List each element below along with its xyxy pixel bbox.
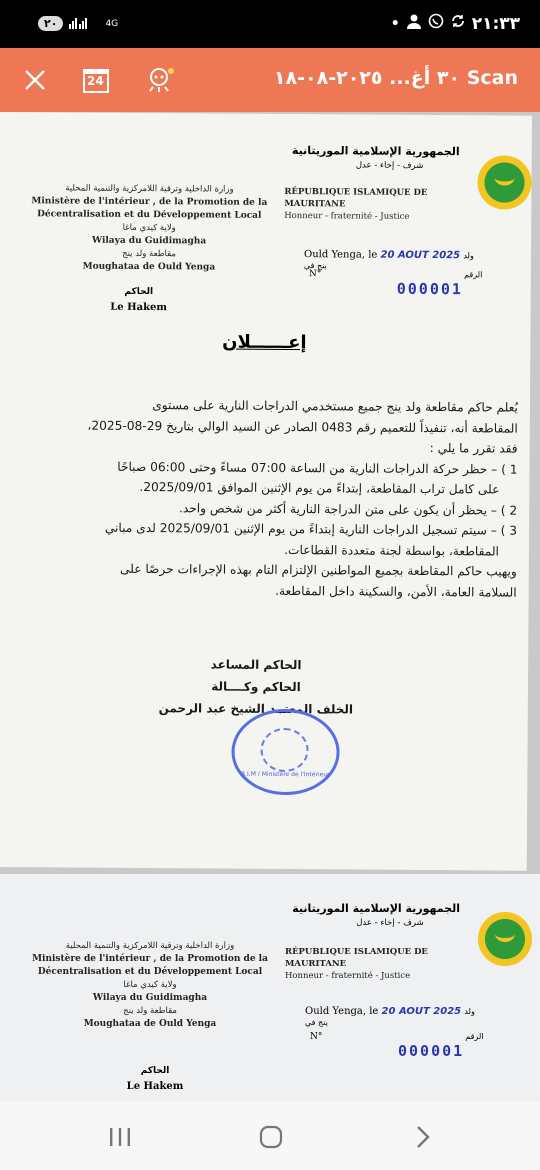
page2-ministry-french-2: Décentralisation et du Développement Local — [37, 967, 263, 977]
sync-icon — [450, 13, 466, 34]
ministry-block — [19, 182, 280, 275]
status-left — [38, 15, 118, 32]
number-label-ar: الرقم — [464, 270, 483, 280]
page2-moughataa-arabic: مقاطعة ولد ينج — [123, 1006, 177, 1016]
page2-place-arabic: ولد ينج في — [305, 1007, 475, 1027]
page2-place-french: Ould Yenga, le — [305, 1006, 379, 1017]
item-1-line-2: على كامل تراب المقاطعة، إبتداءً من يوم الإثنين الموافق 2025/09/01. — [139, 479, 500, 497]
document-viewer[interactable] — [0, 112, 540, 1102]
signature-block — [156, 653, 356, 720]
signature-name: الخلف المعتمد الشيخ عبد الرحمن — [158, 701, 354, 717]
place-french: Ould Yenga, le — [303, 249, 378, 261]
viewer-toolbar — [0, 48, 540, 112]
page2-republic-french-block — [285, 946, 455, 982]
back-chevron-icon[interactable] — [403, 1122, 443, 1152]
place-arabic: ولد ينج في — [303, 251, 474, 271]
page2-wilaya-french: Wilaya du Guidimagha — [92, 993, 208, 1003]
page2-emblem-icon — [478, 912, 532, 966]
status-right — [391, 13, 520, 34]
signal-icon — [69, 15, 99, 32]
republic-french-2: MAURITANE — [284, 198, 346, 210]
ai-assistant-icon[interactable] — [142, 62, 178, 98]
mauritania-emblem-icon — [477, 155, 531, 209]
intro-line-3: فقد تقرر ما يلي : — [429, 441, 518, 456]
recent-apps-icon[interactable] — [100, 1122, 140, 1152]
reference-number: 000001 — [396, 279, 464, 299]
wilaya-arabic: ولاية كيدي ماغا — [122, 222, 176, 234]
page2-wilaya-arabic: ولاية كيدي ماغا — [123, 980, 177, 990]
announcement-title-text: إعــــــلان — [222, 331, 307, 354]
page2-number-line — [310, 1032, 483, 1042]
page2-ministry-block — [20, 940, 280, 1031]
page2-motto-arabic: شرف - إخاء - عدل — [356, 918, 424, 928]
document-page-2 — [0, 874, 540, 1102]
number-label-fr: N° — [308, 269, 322, 280]
motto-french: Honneur - fraternité - Justice — [284, 210, 410, 222]
announcement-title — [0, 330, 530, 355]
notification-dot-icon: • — [390, 15, 400, 32]
document-page-1 — [0, 112, 532, 871]
seal-inner-ring — [260, 728, 308, 772]
intro-line-1: يُعلم حاكم مقاطعة ولد ينج جميع مستخدمي الدراجات النارية على مستوى — [152, 398, 518, 415]
page2-reference-number: 000001 — [398, 1042, 465, 1060]
page2-republic-french-1: RÉPUBLIQUE ISLAMIQUE DE — [285, 947, 428, 957]
intro-line-2: المقاطعة أنه، تنفيذاً للتعميم رقم 0483 الصادر عن السيد الوالي بتاريخ 29-08-2025، — [87, 418, 518, 436]
page2-republic-arabic: الجمهورية الإسلامية الموريتانية — [292, 902, 460, 915]
republic-french-1: RÉPUBLIQUE ISLAMIQUE DE — [284, 186, 428, 198]
battery-indicator: ٢٠ — [38, 16, 63, 31]
signature-title-1: الحاكم المساعد — [210, 657, 302, 673]
number-line — [309, 269, 483, 280]
seal-text: R.I.M / Ministère de l'Intérieur — [241, 770, 330, 779]
ministry-french-1: Ministère de l'intérieur , de la Promotion de la — [31, 196, 268, 208]
document-title: ٣٠ أغ... ٢٠٢٥-٠٨-١٨ Scan — [273, 67, 518, 89]
item-3-line-1: 3 ) – سيتم تسجيل الدراجات النارية إبتداءً من يوم الإثنين 2025/09/01 لدى مباني — [104, 520, 518, 538]
whatsapp-icon — [428, 13, 444, 34]
page2-place-date-line — [305, 1006, 485, 1028]
closing-line-2: السلامة العامة، الأمن، والسكينة داخل المقاطعة. — [275, 583, 517, 600]
ministry-arabic: وزارة الداخلية وترقية اللامركزية والتنمية المحلية — [65, 183, 234, 195]
republic-arabic: الجمهورية الإسلامية الموريتانية — [291, 144, 460, 159]
person-icon — [406, 13, 422, 34]
motto-arabic: شرف - إخاء - عدل — [355, 160, 424, 171]
page2-hakem-french: Le Hakem — [126, 1081, 184, 1092]
item-1-line-1: 1 ) – حظر حركة الدراجات النارية من الساعة 07:00 مساءً وحتى 06:00 صباحًا — [117, 459, 518, 477]
signature-title-2: الحاكم وكــــالة — [211, 679, 301, 695]
date-stamp: 20 AOUT 2025 — [380, 249, 461, 262]
page2-number-label-ar: الرقم — [465, 1032, 484, 1041]
hakem-arabic: الحاكم — [124, 286, 154, 298]
page2-ministry-french-1: Ministère de l'intérieur , de la Promotion de la — [32, 954, 268, 964]
moughataa-french: Moughataa de Ould Yenga — [82, 261, 216, 273]
page2-number-label-fr: N° — [310, 1032, 323, 1042]
status-bar — [0, 0, 540, 48]
item-2: 2 ) – يحظر أن يكون على متن الدراجة النارية أكثر من شخص واحد. — [178, 500, 518, 518]
system-navigation-bar — [0, 1102, 540, 1170]
page2-hakem-arabic: الحاكم — [140, 1066, 170, 1076]
item-3-line-2: المقاطعة، بواسطة لجنة متعددة القطاعات. — [284, 542, 499, 558]
wilaya-french: Wilaya du Guidimagha — [91, 235, 207, 247]
page2-republic-french-2: MAURITANE — [285, 959, 347, 969]
hakem-block — [79, 285, 199, 316]
moughataa-arabic: مقاطعة ولد ينج — [122, 248, 176, 260]
home-icon[interactable] — [251, 1122, 291, 1152]
page2-date-stamp: 20 AOUT 2025 — [381, 1006, 462, 1017]
ministry-french-2: Décentralisation et du Développement Local — [37, 209, 262, 221]
close-icon[interactable] — [17, 62, 53, 98]
official-seal-icon — [231, 709, 340, 796]
announcement-body — [37, 394, 518, 602]
republic-french-block — [284, 186, 454, 223]
page2-ministry-arabic: وزارة الداخلية وترقية اللامركزية والتنمية المحلية — [65, 941, 235, 951]
page2-motto-french: Honneur - fraternité - Justice — [285, 971, 411, 981]
hakem-french: Le Hakem — [110, 301, 168, 314]
closing-line-1: ويهيب حاكم المقاطعة بجميع المواطنين الإلتزام التام بهذه الإجراءات حرصًا على — [119, 561, 517, 579]
page2-hakem-block — [95, 1064, 215, 1094]
clock-time: ٢١:٣٣ — [471, 13, 520, 34]
calendar-24-icon[interactable] — [78, 62, 114, 98]
calendar-day-label: 24 — [87, 74, 104, 88]
page2-moughataa-french: Moughataa de Ould Yenga — [83, 1019, 217, 1029]
network-type: 4G — [105, 18, 119, 29]
